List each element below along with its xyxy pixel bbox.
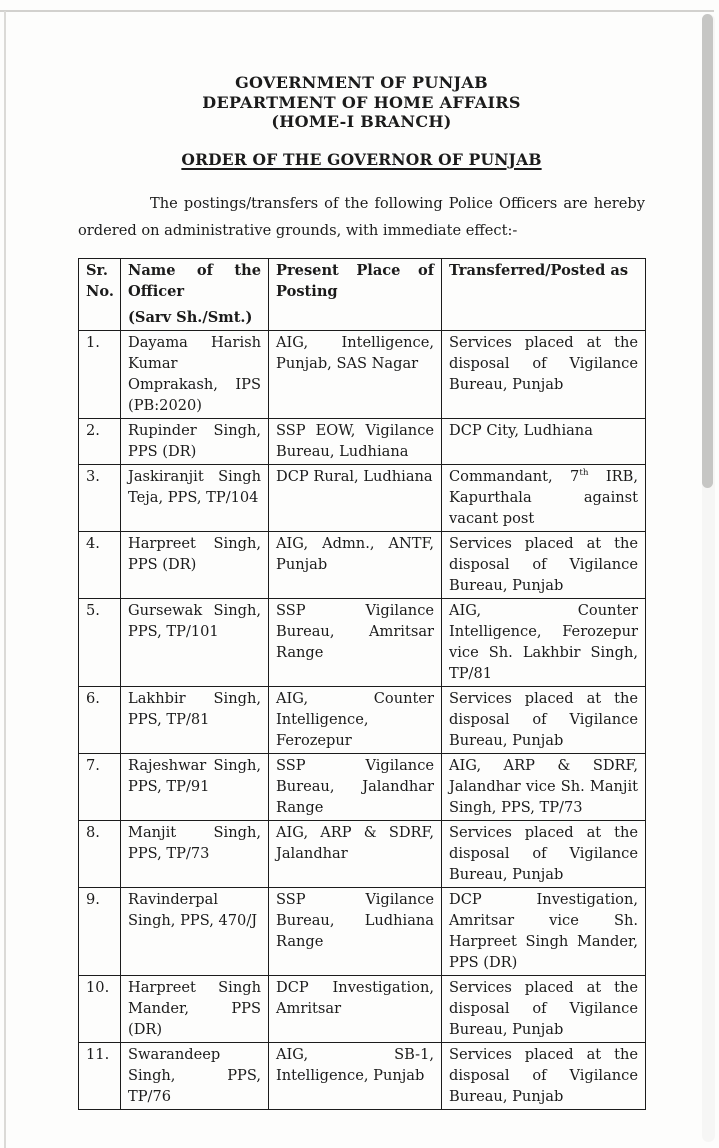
present-posting-cell: SSP Vigilance Bureau, Amritsar Range bbox=[269, 599, 442, 687]
table-header-row bbox=[79, 259, 646, 331]
officer-name-cell: Harpreet Singh, PPS (DR) bbox=[121, 532, 269, 599]
table-row bbox=[79, 754, 646, 821]
transferred-cell: Services placed at the disposal of Vigilance Bureau, Punjab bbox=[442, 331, 646, 419]
transfers-table bbox=[78, 258, 646, 1110]
order-heading: ORDER OF THE GOVERNOR OF PUNJAB bbox=[181, 149, 542, 169]
present-posting-cell: DCP Rural, Ludhiana bbox=[269, 465, 442, 532]
present-posting-cell: AIG, Admn., ANTF, Punjab bbox=[269, 532, 442, 599]
officer-name-cell: Ravinderpal Singh, PPS, 470/J bbox=[121, 888, 269, 976]
department-title: DEPARTMENT OF HOME AFFAIRS bbox=[202, 92, 521, 112]
transferred-cell: Commandant, 7th IRB, Kapurthala against vacant post bbox=[442, 465, 646, 532]
table-row bbox=[79, 419, 646, 465]
table-row bbox=[79, 976, 646, 1043]
intro-paragraph: The postings/transfers of the following Police Officers are hereby ordered on administrative grounds, with immediate effect:- bbox=[78, 194, 645, 239]
sr-no-cell: 4. bbox=[79, 532, 121, 599]
col-header-sr-no: Sr. No. bbox=[79, 259, 121, 331]
table-row bbox=[79, 687, 646, 754]
page-left-edge bbox=[4, 11, 6, 1148]
sr-no-cell: 8. bbox=[79, 821, 121, 888]
present-posting-cell: AIG, Counter Intelligence, Ferozepur bbox=[269, 687, 442, 754]
table-row bbox=[79, 465, 646, 532]
table-row bbox=[79, 821, 646, 888]
present-posting-cell: SSP EOW, Vigilance Bureau, Ludhiana bbox=[269, 419, 442, 465]
sr-no-cell: 6. bbox=[79, 687, 121, 754]
transferred-cell: Services placed at the disposal of Vigilance Bureau, Punjab bbox=[442, 821, 646, 888]
document-sheet bbox=[78, 0, 645, 1110]
sr-no-cell: 11. bbox=[79, 1043, 121, 1110]
branch-title: (HOME-I BRANCH) bbox=[271, 112, 452, 131]
officer-name-cell: Gursewak Singh, PPS, TP/101 bbox=[121, 599, 269, 687]
sr-no-cell: 3. bbox=[79, 465, 121, 532]
officer-name-cell: Rajeshwar Singh, PPS, TP/91 bbox=[121, 754, 269, 821]
table-row bbox=[79, 532, 646, 599]
present-posting-cell: DCP Investigation, Amritsar bbox=[269, 976, 442, 1043]
scrollbar-thumb[interactable] bbox=[702, 14, 713, 488]
transferred-cell: AIG, ARP & SDRF, Jalandhar vice Sh. Manjit Singh, PPS, TP/73 bbox=[442, 754, 646, 821]
transferred-cell: DCP City, Ludhiana bbox=[442, 419, 646, 465]
table-row bbox=[79, 1043, 646, 1110]
letterhead bbox=[78, 73, 645, 132]
officer-name-cell: Harpreet Singh Mander, PPS (DR) bbox=[121, 976, 269, 1043]
col-header-officer-name bbox=[121, 259, 269, 331]
officer-name-cell: Lakhbir Singh, PPS, TP/81 bbox=[121, 687, 269, 754]
officer-name-cell: Dayama Harish Kumar Omprakash, IPS (PB:2020) bbox=[121, 331, 269, 419]
transferred-cell: AIG, Counter Intelligence, Ferozepur vice Sh. Lakhbir Singh, TP/81 bbox=[442, 599, 646, 687]
col-header-transferred: Transferred/Posted as bbox=[442, 259, 646, 331]
present-posting-cell: AIG, ARP & SDRF, Jalandhar bbox=[269, 821, 442, 888]
transferred-cell: Services placed at the disposal of Vigilance Bureau, Punjab bbox=[442, 976, 646, 1043]
sr-no-cell: 7. bbox=[79, 754, 121, 821]
sr-no-cell: 1. bbox=[79, 331, 121, 419]
table-body bbox=[79, 331, 646, 1110]
sr-no-cell: 5. bbox=[79, 599, 121, 687]
col-header-present-posting: Present Place of Posting bbox=[269, 259, 442, 331]
col-header-officer-name-sublabel: (Sarv Sh./Smt.) bbox=[128, 309, 253, 327]
government-title: GOVERNMENT OF PUNJAB bbox=[235, 73, 488, 92]
sr-no-cell: 10. bbox=[79, 976, 121, 1043]
officer-name-cell: Manjit Singh, PPS, TP/73 bbox=[121, 821, 269, 888]
col-header-officer-name-label: Name of the Officer bbox=[128, 262, 261, 301]
transferred-cell: DCP Investigation, Amritsar vice Sh. Harpreet Singh Mander, PPS (DR) bbox=[442, 888, 646, 976]
officer-name-cell: Rupinder Singh, PPS (DR) bbox=[121, 419, 269, 465]
transferred-cell: Services placed at the disposal of Vigilance Bureau, Punjab bbox=[442, 1043, 646, 1110]
present-posting-cell: SSP Vigilance Bureau, Ludhiana Range bbox=[269, 888, 442, 976]
transferred-cell: Services placed at the disposal of Vigilance Bureau, Punjab bbox=[442, 687, 646, 754]
transferred-cell: Services placed at the disposal of Vigilance Bureau, Punjab bbox=[442, 532, 646, 599]
present-posting-cell: AIG, Intelligence, Punjab, SAS Nagar bbox=[269, 331, 442, 419]
table-row bbox=[79, 888, 646, 976]
sr-no-cell: 2. bbox=[79, 419, 121, 465]
officer-name-cell: Jaskiranjit Singh Teja, PPS, TP/104 bbox=[121, 465, 269, 532]
officer-name-cell: Swarandeep Singh, PPS, TP/76 bbox=[121, 1043, 269, 1110]
sr-no-cell: 9. bbox=[79, 888, 121, 976]
present-posting-cell: AIG, SB-1, Intelligence, Punjab bbox=[269, 1043, 442, 1110]
table-row bbox=[79, 599, 646, 687]
present-posting-cell: SSP Vigilance Bureau, Jalandhar Range bbox=[269, 754, 442, 821]
table-row bbox=[79, 331, 646, 419]
